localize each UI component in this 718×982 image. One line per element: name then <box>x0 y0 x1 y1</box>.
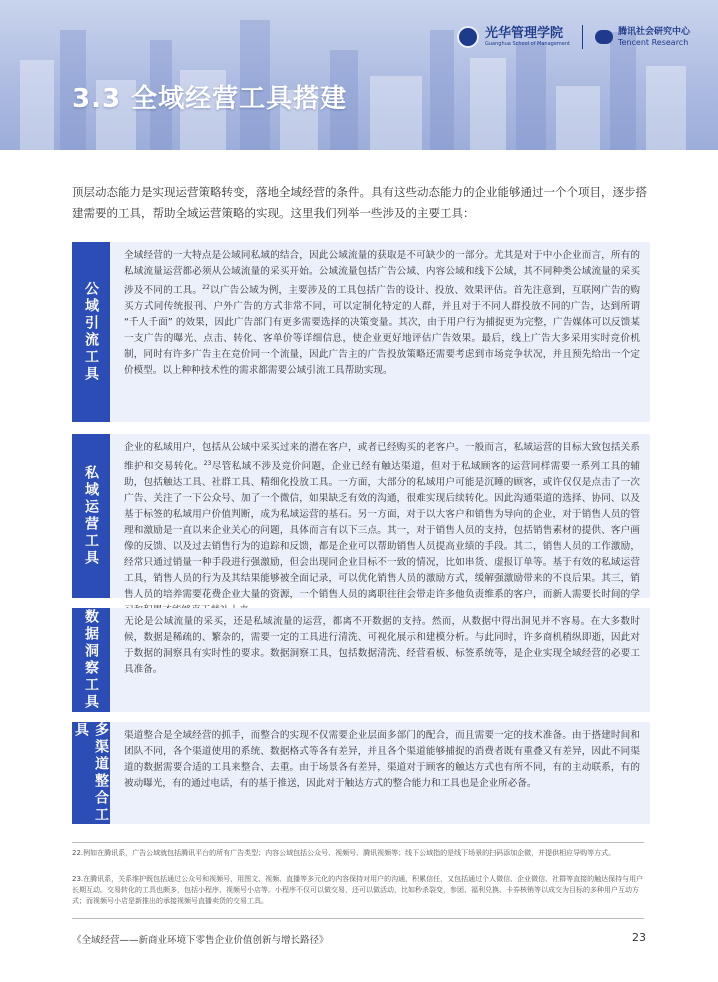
tool-text: 渠道整合是全域经营的抓手，而整合的实现不仅需要企业层面多部门的配合，而且需要一定的技术准备。由于搭建时间和团队不同，各个渠道使用的系统、数据格式等各有差异，并且各个渠道能够捕捉的消费者既有重叠又有差异，因此不同渠道的数据需要合适的工具来整合、去重。由于场景各有差异，渠道对于顾客的触达方式也有所不同，有的主动联系，有的被动曝光，有的通过电话，有的基于推送，因此对于触达方式的整合能力和工具也是企业所必备。 <box>124 730 640 789</box>
footnote-ref: 22 <box>202 284 210 291</box>
tool-block-multichannel <box>72 722 650 824</box>
tool-block-data-insight <box>72 608 650 712</box>
footer-title: 《全域经营——新商业环境下零售企业价值创新与增长路径》 <box>72 935 329 946</box>
tencent-research-logo <box>595 27 690 47</box>
tool-description <box>110 434 650 601</box>
footnote-22: 22.例如在腾讯系，广告公域就包括腾讯平台的所有广告类型；内容公域包括公众号、视频号、腾讯视频等；线下公域指的是线下场景的扫码添加企微，并提供相应导购等方式。 <box>72 849 616 857</box>
footnote-ref: 23 <box>203 460 212 467</box>
tool-description <box>110 242 650 422</box>
footnote-divider <box>72 842 644 843</box>
logo-divider <box>582 25 583 49</box>
section-title: 3.3 全域经营工具搭建 <box>72 84 348 114</box>
page-number: 23 <box>632 931 646 944</box>
tool-text-cont: 尽管私域不涉及竞价问题，企业已经有触达渠道，但对于私域顾客的运营同样需要一系列工具的辅助，包括触达工具、社群工具、精细化投放工具。一方面，大部分的私域用户可能是沉睡的顾客，或许仅仅是点击了一次广告、关注了一下公众号、加了一个微信，如果缺乏有效的沟通，很难实现后续转化。因此沟通渠道的选择、协同、以及基于标签的私域用户价值判断，成为私域运营的基石。另一方面，对于以大客户和销售为导向的企业，对于销售人员的管理和激励是一直以来企业关心的问题，具体而言有以下三点。其一，对于销售人员的支持，包括销售素材的提供、客户画像的反馈、以及过去销售行为的追踪和反馈，都是企业可以帮助销售人员提高业绩的手段。其二，销售人员的工作激励，经常只通过销量一种手段进行强激励，但会出现同企业目标不一致的情况，比如串货、虚报订单等。基于有效的私域运营工具，销售人员的行为及其结果能够被全面记录，可以优化销售人员的激励方式，缓解强激励带来的不良后果。其三，销售人员的培养需要花费企业大量的资源，一个销售人员的离职往往会带走许多他负责维系的客户，而新人需要长时间的学 <box>124 461 641 601</box>
tool-description <box>110 722 650 824</box>
tool-label: 多渠道整合工具 <box>73 722 109 824</box>
tool-label: 数据洞察工具 <box>72 608 110 712</box>
guanghua-logo-text: 光华管理学院 <box>485 26 564 41</box>
tencent-logo-subtext: Tencent Research <box>617 38 689 47</box>
header-logos <box>457 22 690 52</box>
guanghua-logo-subtext: Guanghua School of Management <box>485 41 570 47</box>
tool-text: 企业的私域用户，包括从公域中采买过来的潜在客户，或者已经购买的老客户。一般而言，私域运营的目标大致包括关系维护和交易转化。 <box>124 442 640 473</box>
tool-text: 全域经营的一大特点是公域同私域的结合，因此公域流量的获取是不可缺少的一部分。尤其是对于中小企业而言，所有的私域流量运营都必须从公域流量的采买开始。公域流量包括广告公域、内容公域和线下公域，其不同种类公域流量的采买涉及不同的工具。 <box>124 250 640 297</box>
footnote-23: 23.在腾讯系，关系维护既包括通过公众号和视频号，用图文、视频、直播等多元化的内容保持对用户的沟通，积累信任，又包括通过个人微信、企业微信、社群等直接的触达保持与用户长期互动。交易转化的工具也颇多，包括小程序、视频号小店等。小程序不仅可以做交易，还可以做活动，比如秒杀裂变，参团、福利兑换、卡券核销等以成交为目标的多种用户互动方式；而视频号小店是新推出的承接视频号直播卖货的交易工具。 <box>72 875 644 905</box>
tool-text: 无论是公域流量的采买，还是私域流量的运营，都离不开数据的支持。然而，从数据中得出洞见并不容易。在大多数时候，数据是稀疏的、繁杂的，需要一定的工具进行清洗、可视化展示和建模分析。与此同时，许多商机稍纵即逝，因此对于数据的洞察具有实时性的要求。数据洞察工具，包括数据清洗、经营看板、标签系统等，是企业实现全域经营的必要工具准备。 <box>124 616 640 675</box>
intro-paragraph: 顶层动态能力是实现运营策略转变，落地全域经营的条件。具有这些动态能力的企业能够通过一个个项目，逐步搭建需要的工具，帮助全域运营策略的实现。这里我们列举一些涉及的主要工具： <box>72 185 647 220</box>
tool-description <box>110 608 650 712</box>
tencent-logo-text: 腾讯社会研究中心 <box>617 27 690 37</box>
tool-text-cont: 以广告公域为例，主要涉及的工具包括广告的设计、投放、效果评估。首先注意到，互联网广告的购买方式同传统报刊、户外广告的方式非常不同，可以定制化特定的人群，并且对于不同人群投放不同的广告，达到所谓 “千人千面” 的效果，因此广告部门有更多需要选择的决策变量。其次，由于用户行为捕捉更为完整，广告媒体可以反馈某一支广告的曝光、点击、转化、客单价等详细信息，使企业更好地评估广告效果。最后，线上广告大多采用实时竞价机制，同时有许多广告主在竞价同一个流量，因此广告主的广告投放策略还需要考虑到市场竞争状况，并且预先给出一个定价模型。以上种种技术性的需求都需要公域引流工具帮助实现。 <box>124 285 641 377</box>
footer-divider <box>72 918 644 919</box>
tool-block-private-ops <box>72 434 650 601</box>
header-banner <box>0 0 718 150</box>
guanghua-seal-icon <box>457 26 479 48</box>
tencent-cloud-icon <box>595 30 613 44</box>
tool-label: 私域运营工具 <box>72 434 110 598</box>
tool-label: 公域引流工具 <box>72 242 110 422</box>
guanghua-logo <box>457 26 570 48</box>
tool-block-public-traffic <box>72 242 650 422</box>
